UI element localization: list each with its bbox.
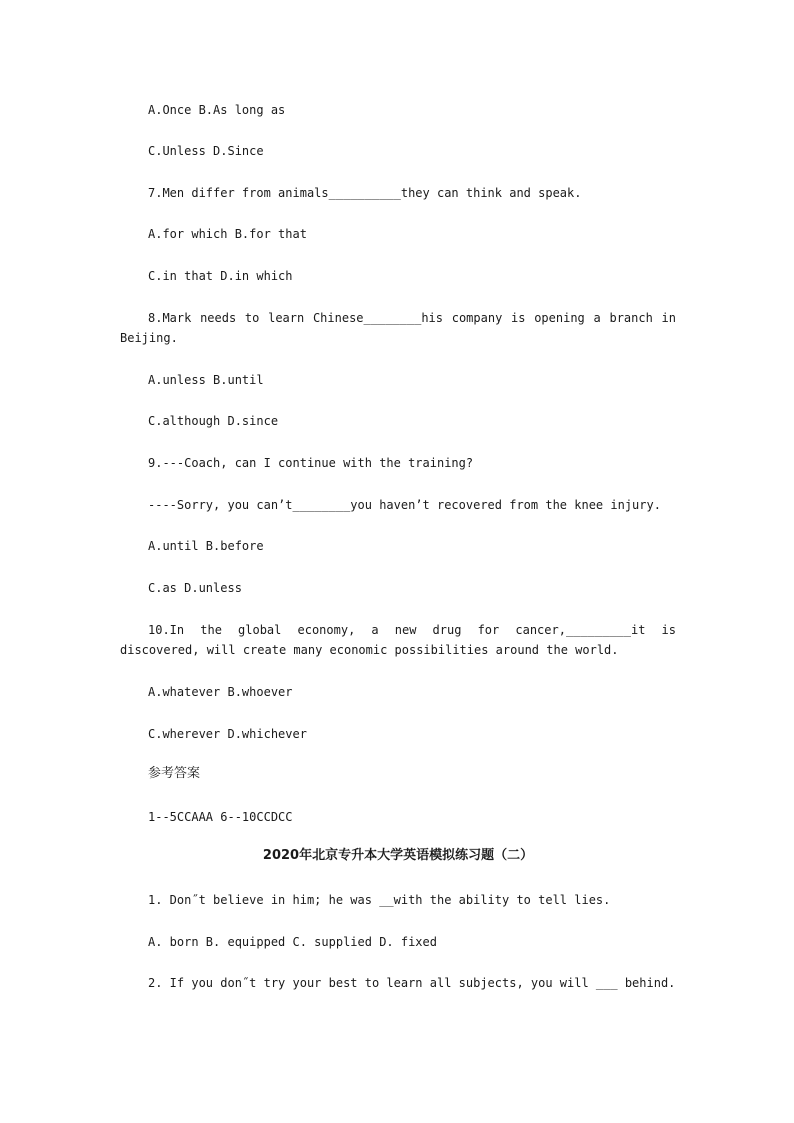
q10-options-cd: C.wherever D.whichever: [148, 727, 307, 741]
q8-options-ab: A.unless B.until: [148, 373, 264, 387]
q9-stem-question: 9.---Coach, can I continue with the training?: [148, 456, 474, 470]
q10-stem: 10.In the global economy, a new drug for cancer,_________it is discovered, will create many economic possibilities around the world.: [120, 623, 684, 657]
s2-q1-stem: 1. Don˝t believe in him; he was __with the ability to tell lies.: [148, 893, 611, 907]
q7-stem: 7.Men differ from animals__________they can think and speak.: [148, 186, 582, 200]
q9-stem-reply: ----Sorry, you can’t________you haven’t recovered from the knee injury.: [148, 498, 661, 512]
q9-options-ab: A.until B.before: [148, 539, 264, 553]
q6-options-cd: C.Unless D.Since: [148, 144, 264, 158]
q9-options-cd: C.as D.unless: [148, 581, 242, 595]
answers-text: 1--5CCAAA 6--10CCDCC: [148, 810, 293, 824]
s2-q2-stem: 2. If you don˝t try your best to learn all subjects, you will ___ behind.: [148, 976, 676, 990]
s2-q1-options: A. born B. equipped C. supplied D. fixed: [148, 935, 437, 949]
q7-options-cd: C.in that D.in which: [148, 269, 293, 283]
answers-label: 参考答案: [148, 766, 201, 781]
q8-stem: 8.Mark needs to learn Chinese________his company is opening a branch in Beijing.: [120, 311, 684, 345]
q8-options-cd: C.although D.since: [148, 414, 279, 428]
section-title: 2020年北京专升本大学英语模拟练习题（二）: [262, 848, 534, 863]
q10-options-ab: A.whatever B.whoever: [148, 685, 293, 699]
q6-options-ab: A.Once B.As long as: [148, 103, 286, 117]
q7-options-ab: A.for which B.for that: [148, 227, 307, 241]
